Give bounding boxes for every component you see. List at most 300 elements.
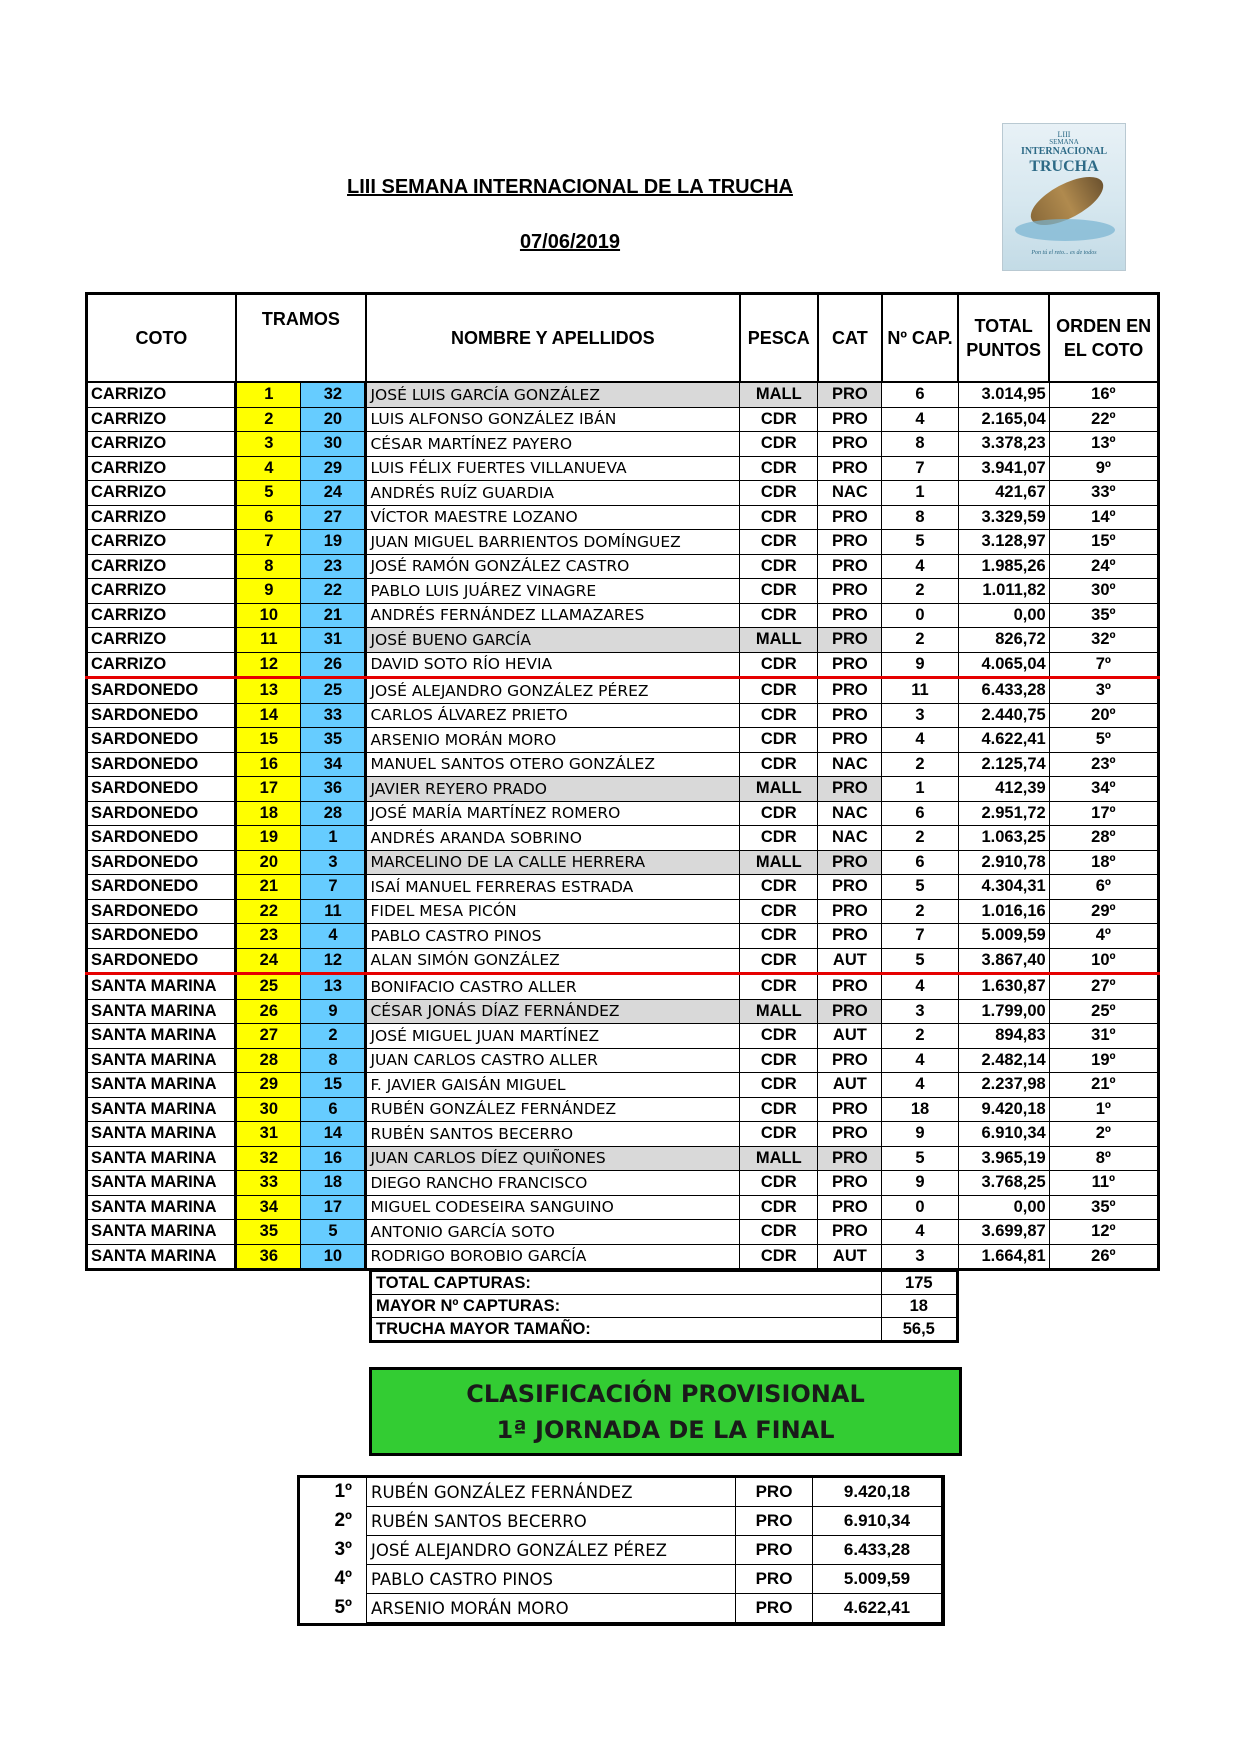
points-cell: 4.065,04 bbox=[958, 652, 1049, 678]
table-row bbox=[87, 1146, 1159, 1171]
cat-cell: PRO bbox=[818, 1195, 882, 1220]
cat-cell: PRO bbox=[818, 850, 882, 875]
tramo-1-cell: 25 bbox=[236, 974, 301, 1000]
name-cell: JOSÉ ALEJANDRO GONZÁLEZ PÉREZ bbox=[366, 678, 740, 704]
cat-cell: PRO bbox=[818, 974, 882, 1000]
cat-cell: PRO bbox=[818, 579, 882, 604]
tramo-2-cell: 2 bbox=[301, 1024, 366, 1049]
table-row bbox=[87, 1244, 1159, 1270]
table-row bbox=[87, 1122, 1159, 1147]
cat-cell: PRO bbox=[818, 530, 882, 555]
order-cell: 22º bbox=[1049, 407, 1158, 432]
name-cell: PABLO LUIS JUÁREZ VINAGRE bbox=[366, 579, 740, 604]
table-row bbox=[87, 603, 1159, 628]
totals-label: TOTAL CAPTURAS: bbox=[371, 1271, 882, 1295]
points-cell: 1.630,87 bbox=[958, 974, 1049, 1000]
points-cell: 2.440,75 bbox=[958, 703, 1049, 728]
pesca-cell: CDR bbox=[740, 1048, 818, 1073]
points-cell: 3.128,97 bbox=[958, 530, 1049, 555]
tramo-1-cell: 32 bbox=[236, 1146, 301, 1171]
captures-cell: 6 bbox=[882, 850, 958, 875]
cat-cell: NAC bbox=[818, 801, 882, 826]
cat-cell: PRO bbox=[818, 1171, 882, 1196]
tramo-1-cell: 23 bbox=[236, 924, 301, 949]
name-cell: ARSENIO MORÁN MORO bbox=[366, 728, 740, 753]
tramo-1-cell: 26 bbox=[236, 999, 301, 1024]
page-title: LIII SEMANA INTERNACIONAL DE LA TRUCHA bbox=[347, 176, 793, 198]
pesca-cell: CDR bbox=[740, 652, 818, 678]
captures-cell: 0 bbox=[882, 603, 958, 628]
cat-cell: PRO bbox=[818, 407, 882, 432]
poster-slogan: Pon tú el reto... es de todos bbox=[1031, 250, 1097, 256]
cat-cell: PRO bbox=[818, 1122, 882, 1147]
table-row bbox=[87, 432, 1159, 457]
name-cell: RUBÉN GONZÁLEZ FERNÁNDEZ bbox=[366, 1097, 740, 1122]
captures-cell: 4 bbox=[882, 1220, 958, 1245]
name-cell: ALAN SIMÓN GONZÁLEZ bbox=[366, 948, 740, 974]
points-cell: 1.063,25 bbox=[958, 826, 1049, 851]
table-row bbox=[87, 530, 1159, 555]
captures-cell: 4 bbox=[882, 974, 958, 1000]
captures-cell: 6 bbox=[882, 801, 958, 826]
table-row bbox=[87, 875, 1159, 900]
name-cell: LUIS ALFONSO GONZÁLEZ IBÁN bbox=[366, 407, 740, 432]
captures-cell: 6 bbox=[882, 382, 958, 407]
cat-cell: PRO bbox=[818, 1048, 882, 1073]
order-cell: 3º bbox=[1049, 678, 1158, 704]
points-cell: 9.420,18 bbox=[958, 1097, 1049, 1122]
tramo-2-cell: 25 bbox=[301, 678, 366, 704]
pesca-cell: CDR bbox=[740, 1024, 818, 1049]
cat-cell: NAC bbox=[818, 826, 882, 851]
pesca-cell: CDR bbox=[740, 728, 818, 753]
tramo-1-cell: 9 bbox=[236, 579, 301, 604]
name-cell: RODRIGO BOROBIO GARCÍA bbox=[366, 1244, 740, 1270]
name-cell: F. JAVIER GAISÁN MIGUEL bbox=[366, 1073, 740, 1098]
order-cell: 14º bbox=[1049, 505, 1158, 530]
tramo-2-cell: 29 bbox=[301, 456, 366, 481]
tramo-2-cell: 5 bbox=[301, 1220, 366, 1245]
table-row bbox=[87, 456, 1159, 481]
cat-cell: PRO bbox=[818, 628, 882, 653]
tramo-1-cell: 16 bbox=[236, 752, 301, 777]
points-cell: 0,00 bbox=[958, 1195, 1049, 1220]
name-cell: ANDRÉS ARANDA SOBRINO bbox=[366, 826, 740, 851]
coto-cell: CARRIZO bbox=[87, 456, 236, 481]
tramo-1-cell: 13 bbox=[236, 678, 301, 704]
captures-cell: 5 bbox=[882, 948, 958, 974]
header-cap: Nº CAP. bbox=[882, 294, 958, 383]
coto-cell: SANTA MARINA bbox=[87, 1097, 236, 1122]
captures-cell: 3 bbox=[882, 999, 958, 1024]
pesca-cell: CDR bbox=[740, 554, 818, 579]
coto-cell: SARDONEDO bbox=[87, 777, 236, 802]
tramo-1-cell: 34 bbox=[236, 1195, 301, 1220]
header-cat: CAT bbox=[818, 294, 882, 383]
pesca-cell: CDR bbox=[740, 752, 818, 777]
tramo-2-cell: 24 bbox=[301, 481, 366, 506]
cat-cell: AUT bbox=[818, 1073, 882, 1098]
ranking-position: 2º bbox=[334, 1510, 352, 1531]
cat-cell: PRO bbox=[818, 1146, 882, 1171]
captures-cell: 8 bbox=[882, 505, 958, 530]
tramo-2-cell: 22 bbox=[301, 579, 366, 604]
tramo-1-cell: 31 bbox=[236, 1122, 301, 1147]
tramo-2-cell: 9 bbox=[301, 999, 366, 1024]
tramo-1-cell: 12 bbox=[236, 652, 301, 678]
order-cell: 27º bbox=[1049, 974, 1158, 1000]
cat-cell: PRO bbox=[818, 999, 882, 1024]
table-row bbox=[87, 1171, 1159, 1196]
name-cell: JUAN MIGUEL BARRIENTOS DOMÍNGUEZ bbox=[366, 530, 740, 555]
table-header-row bbox=[87, 294, 1159, 383]
totals-label: MAYOR Nº CAPTURAS: bbox=[371, 1295, 882, 1318]
name-cell: VÍCTOR MAESTRE LOZANO bbox=[366, 505, 740, 530]
points-cell: 3.941,07 bbox=[958, 456, 1049, 481]
name-cell: JOSÉ RAMÓN GONZÁLEZ CASTRO bbox=[366, 554, 740, 579]
pesca-cell: CDR bbox=[740, 432, 818, 457]
order-cell: 29º bbox=[1049, 899, 1158, 924]
pesca-cell: MALL bbox=[740, 1146, 818, 1171]
coto-cell: SANTA MARINA bbox=[87, 1073, 236, 1098]
pesca-cell: CDR bbox=[740, 1195, 818, 1220]
coto-cell: SANTA MARINA bbox=[87, 1195, 236, 1220]
coto-cell: SANTA MARINA bbox=[87, 1048, 236, 1073]
order-cell: 21º bbox=[1049, 1073, 1158, 1098]
captures-cell: 2 bbox=[882, 1024, 958, 1049]
points-cell: 2.910,78 bbox=[958, 850, 1049, 875]
name-cell: ANDRÉS RUÍZ GUARDIA bbox=[366, 481, 740, 506]
cat-cell: AUT bbox=[818, 948, 882, 974]
name-cell: JOSÉ MIGUEL JUAN MARTÍNEZ bbox=[366, 1024, 740, 1049]
pesca-cell: CDR bbox=[740, 1244, 818, 1270]
coto-cell: CARRIZO bbox=[87, 579, 236, 604]
name-cell: PABLO CASTRO PINOS bbox=[366, 924, 740, 949]
ranking-name: JOSÉ ALEJANDRO GONZÁLEZ PÉREZ bbox=[367, 1536, 736, 1565]
points-cell: 0,00 bbox=[958, 603, 1049, 628]
tramo-2-cell: 12 bbox=[301, 948, 366, 974]
tramo-2-cell: 17 bbox=[301, 1195, 366, 1220]
points-cell: 1.799,00 bbox=[958, 999, 1049, 1024]
table-row bbox=[87, 382, 1159, 407]
coto-cell: CARRIZO bbox=[87, 603, 236, 628]
points-cell: 1.664,81 bbox=[958, 1244, 1049, 1270]
ranking-position: 5º bbox=[334, 1597, 352, 1618]
tramo-1-cell: 11 bbox=[236, 628, 301, 653]
results-body bbox=[87, 382, 1159, 1270]
coto-cell: CARRIZO bbox=[87, 554, 236, 579]
order-cell: 15º bbox=[1049, 530, 1158, 555]
coto-cell: CARRIZO bbox=[87, 505, 236, 530]
pesca-cell: CDR bbox=[740, 801, 818, 826]
ranking-position: 1º bbox=[334, 1481, 352, 1502]
pesca-cell: CDR bbox=[740, 1073, 818, 1098]
cat-cell: PRO bbox=[818, 505, 882, 530]
points-cell: 412,39 bbox=[958, 777, 1049, 802]
pesca-cell: CDR bbox=[740, 924, 818, 949]
tramo-2-cell: 21 bbox=[301, 603, 366, 628]
order-cell: 32º bbox=[1049, 628, 1158, 653]
order-cell: 34º bbox=[1049, 777, 1158, 802]
poster-line3: INTERNACIONAL bbox=[1020, 146, 1108, 157]
name-cell: MARCELINO DE LA CALLE HERRERA bbox=[366, 850, 740, 875]
cat-cell: PRO bbox=[818, 1220, 882, 1245]
points-cell: 4.304,31 bbox=[958, 875, 1049, 900]
points-cell: 3.768,25 bbox=[958, 1171, 1049, 1196]
name-cell: CARLOS ÁLVAREZ PRIETO bbox=[366, 703, 740, 728]
tramo-1-cell: 4 bbox=[236, 456, 301, 481]
tramo-2-cell: 10 bbox=[301, 1244, 366, 1270]
classification-subtitle: 1ª JORNADA DE LA FINAL bbox=[496, 1416, 835, 1444]
table-row bbox=[87, 924, 1159, 949]
table-row bbox=[87, 1195, 1159, 1220]
ranking-points: 5.009,59 bbox=[813, 1565, 942, 1594]
order-cell: 1º bbox=[1049, 1097, 1158, 1122]
pesca-cell: CDR bbox=[740, 1171, 818, 1196]
coto-cell: SANTA MARINA bbox=[87, 999, 236, 1024]
header-puntos: TOTAL PUNTOS bbox=[958, 294, 1049, 383]
points-cell: 6.910,34 bbox=[958, 1122, 1049, 1147]
ranking-points: 6.433,28 bbox=[813, 1536, 942, 1565]
cat-cell: PRO bbox=[818, 1097, 882, 1122]
tramo-2-cell: 28 bbox=[301, 801, 366, 826]
table-row bbox=[87, 801, 1159, 826]
tramo-2-cell: 11 bbox=[301, 899, 366, 924]
tramo-2-cell: 14 bbox=[301, 1122, 366, 1147]
coto-cell: SANTA MARINA bbox=[87, 1024, 236, 1049]
captures-cell: 4 bbox=[882, 1073, 958, 1098]
coto-cell: SARDONEDO bbox=[87, 875, 236, 900]
tramo-1-cell: 30 bbox=[236, 1097, 301, 1122]
coto-cell: CARRIZO bbox=[87, 628, 236, 653]
pesca-cell: CDR bbox=[740, 1097, 818, 1122]
captures-cell: 2 bbox=[882, 579, 958, 604]
points-cell: 3.329,59 bbox=[958, 505, 1049, 530]
captures-cell: 1 bbox=[882, 777, 958, 802]
name-cell: CÉSAR MARTÍNEZ PAYERO bbox=[366, 432, 740, 457]
tramo-2-cell: 27 bbox=[301, 505, 366, 530]
captures-cell: 8 bbox=[882, 432, 958, 457]
name-cell: DAVID SOTO RÍO HEVIA bbox=[366, 652, 740, 678]
captures-cell: 11 bbox=[882, 678, 958, 704]
coto-cell: CARRIZO bbox=[87, 481, 236, 506]
tramo-1-cell: 15 bbox=[236, 728, 301, 753]
pesca-cell: CDR bbox=[740, 826, 818, 851]
points-cell: 826,72 bbox=[958, 628, 1049, 653]
coto-cell: SANTA MARINA bbox=[87, 974, 236, 1000]
tramo-2-cell: 15 bbox=[301, 1073, 366, 1098]
order-cell: 2º bbox=[1049, 1122, 1158, 1147]
cat-cell: PRO bbox=[818, 603, 882, 628]
coto-cell: CARRIZO bbox=[87, 432, 236, 457]
table-row bbox=[87, 678, 1159, 704]
coto-cell: SARDONEDO bbox=[87, 899, 236, 924]
event-date: 07/06/2019 bbox=[519, 231, 621, 253]
ranking-name: PABLO CASTRO PINOS bbox=[367, 1565, 736, 1594]
ranking-row bbox=[300, 1565, 942, 1594]
points-cell: 1.985,26 bbox=[958, 554, 1049, 579]
cat-cell: AUT bbox=[818, 1244, 882, 1270]
water-splash-icon bbox=[1015, 219, 1115, 241]
pesca-cell: MALL bbox=[740, 850, 818, 875]
cat-cell: PRO bbox=[818, 678, 882, 704]
tramo-1-cell: 2 bbox=[236, 407, 301, 432]
tramo-1-cell: 27 bbox=[236, 1024, 301, 1049]
order-cell: 17º bbox=[1049, 801, 1158, 826]
tramo-1-cell: 10 bbox=[236, 603, 301, 628]
order-cell: 26º bbox=[1049, 1244, 1158, 1270]
captures-cell: 5 bbox=[882, 530, 958, 555]
ranking-category: PRO bbox=[736, 1478, 813, 1507]
coto-cell: SANTA MARINA bbox=[87, 1122, 236, 1147]
captures-cell: 3 bbox=[882, 1244, 958, 1270]
coto-cell: CARRIZO bbox=[87, 530, 236, 555]
pesca-cell: CDR bbox=[740, 407, 818, 432]
points-cell: 2.125,74 bbox=[958, 752, 1049, 777]
points-cell: 894,83 bbox=[958, 1024, 1049, 1049]
ranking-row bbox=[300, 1536, 942, 1565]
tramo-2-cell: 32 bbox=[301, 382, 366, 407]
pesca-cell: CDR bbox=[740, 505, 818, 530]
tramo-2-cell: 13 bbox=[301, 974, 366, 1000]
totals-label: TRUCHA MAYOR TAMAÑO: bbox=[371, 1318, 882, 1342]
captures-cell: 7 bbox=[882, 456, 958, 481]
points-cell: 2.165,04 bbox=[958, 407, 1049, 432]
table-row bbox=[87, 703, 1159, 728]
order-cell: 33º bbox=[1049, 481, 1158, 506]
results-table bbox=[85, 292, 1160, 1271]
captures-cell: 2 bbox=[882, 752, 958, 777]
header-orden: ORDEN EN EL COTO bbox=[1049, 294, 1158, 383]
points-cell: 4.622,41 bbox=[958, 728, 1049, 753]
table-row bbox=[87, 752, 1159, 777]
ranking-points: 4.622,41 bbox=[813, 1594, 942, 1623]
ranking-name: ARSENIO MORÁN MORO bbox=[367, 1594, 736, 1623]
table-row bbox=[87, 1048, 1159, 1073]
ranking-row bbox=[300, 1507, 942, 1536]
ranking-name: RUBÉN SANTOS BECERRO bbox=[367, 1507, 736, 1536]
ranking-category: PRO bbox=[736, 1594, 813, 1623]
points-cell: 6.433,28 bbox=[958, 678, 1049, 704]
tramo-1-cell: 33 bbox=[236, 1171, 301, 1196]
name-cell: JUAN CARLOS DÍEZ QUIÑONES bbox=[366, 1146, 740, 1171]
order-cell: 20º bbox=[1049, 703, 1158, 728]
totals-row bbox=[371, 1295, 958, 1318]
table-row bbox=[87, 1024, 1159, 1049]
captures-cell: 9 bbox=[882, 1122, 958, 1147]
tramo-2-cell: 34 bbox=[301, 752, 366, 777]
poster-line4: TRUCHA bbox=[1029, 158, 1099, 175]
name-cell: ANDRÉS FERNÁNDEZ LLAMAZARES bbox=[366, 603, 740, 628]
pesca-cell: MALL bbox=[740, 777, 818, 802]
coto-cell: SANTA MARINA bbox=[87, 1244, 236, 1270]
cat-cell: PRO bbox=[818, 382, 882, 407]
coto-cell: SARDONEDO bbox=[87, 924, 236, 949]
name-cell: CÉSAR JONÁS DÍAZ FERNÁNDEZ bbox=[366, 999, 740, 1024]
table-row bbox=[87, 481, 1159, 506]
points-cell: 3.014,95 bbox=[958, 382, 1049, 407]
ranking-name: RUBÉN GONZÁLEZ FERNÁNDEZ bbox=[367, 1478, 736, 1507]
tramo-1-cell: 36 bbox=[236, 1244, 301, 1270]
order-cell: 31º bbox=[1049, 1024, 1158, 1049]
name-cell: JOSÉ MARÍA MARTÍNEZ ROMERO bbox=[366, 801, 740, 826]
name-cell: DIEGO RANCHO FRANCISCO bbox=[366, 1171, 740, 1196]
cat-cell: PRO bbox=[818, 432, 882, 457]
totals-value: 56,5 bbox=[881, 1318, 957, 1342]
captures-cell: 3 bbox=[882, 703, 958, 728]
ranking-category: PRO bbox=[736, 1565, 813, 1594]
tramo-2-cell: 26 bbox=[301, 652, 366, 678]
tramo-2-cell: 36 bbox=[301, 777, 366, 802]
pesca-cell: MALL bbox=[740, 628, 818, 653]
coto-cell: SARDONEDO bbox=[87, 948, 236, 974]
table-row bbox=[87, 1073, 1159, 1098]
name-cell: LUIS FÉLIX FUERTES VILLANUEVA bbox=[366, 456, 740, 481]
order-cell: 23º bbox=[1049, 752, 1158, 777]
ranking-position: 4º bbox=[334, 1568, 352, 1589]
ranking-row bbox=[300, 1594, 942, 1623]
coto-cell: CARRIZO bbox=[87, 407, 236, 432]
name-cell: MANUEL SANTOS OTERO GONZÁLEZ bbox=[366, 752, 740, 777]
name-cell: JUAN CARLOS CASTRO ALLER bbox=[366, 1048, 740, 1073]
cat-cell: PRO bbox=[818, 728, 882, 753]
ranking-category: PRO bbox=[736, 1507, 813, 1536]
captures-cell: 4 bbox=[882, 554, 958, 579]
pesca-cell: CDR bbox=[740, 481, 818, 506]
tramo-2-cell: 1 bbox=[301, 826, 366, 851]
table-row bbox=[87, 899, 1159, 924]
captures-cell: 7 bbox=[882, 924, 958, 949]
totals-row bbox=[371, 1318, 958, 1342]
order-cell: 16º bbox=[1049, 382, 1158, 407]
tramo-1-cell: 17 bbox=[236, 777, 301, 802]
table-row bbox=[87, 999, 1159, 1024]
totals-row bbox=[371, 1271, 958, 1295]
classification-banner bbox=[369, 1367, 962, 1456]
table-row bbox=[87, 628, 1159, 653]
ranking-position: 3º bbox=[334, 1539, 352, 1560]
points-cell: 3.965,19 bbox=[958, 1146, 1049, 1171]
cat-cell: PRO bbox=[818, 777, 882, 802]
table-row bbox=[87, 505, 1159, 530]
tramo-2-cell: 8 bbox=[301, 1048, 366, 1073]
tramo-2-cell: 35 bbox=[301, 728, 366, 753]
tramo-1-cell: 14 bbox=[236, 703, 301, 728]
tramo-2-cell: 7 bbox=[301, 875, 366, 900]
table-row bbox=[87, 777, 1159, 802]
order-cell: 8º bbox=[1049, 1146, 1158, 1171]
captures-cell: 4 bbox=[882, 728, 958, 753]
tramo-2-cell: 19 bbox=[301, 530, 366, 555]
pesca-cell: CDR bbox=[740, 678, 818, 704]
coto-cell: CARRIZO bbox=[87, 652, 236, 678]
name-cell: RUBÉN SANTOS BECERRO bbox=[366, 1122, 740, 1147]
pesca-cell: CDR bbox=[740, 974, 818, 1000]
tramo-1-cell: 20 bbox=[236, 850, 301, 875]
cat-cell: PRO bbox=[818, 899, 882, 924]
order-cell: 35º bbox=[1049, 603, 1158, 628]
table-row bbox=[87, 728, 1159, 753]
order-cell: 11º bbox=[1049, 1171, 1158, 1196]
name-cell: BONIFACIO CASTRO ALLER bbox=[366, 974, 740, 1000]
table-row bbox=[87, 948, 1159, 974]
order-cell: 9º bbox=[1049, 456, 1158, 481]
captures-cell: 2 bbox=[882, 628, 958, 653]
tramo-2-cell: 30 bbox=[301, 432, 366, 457]
poster-line2: SEMANA bbox=[1049, 138, 1079, 146]
order-cell: 35º bbox=[1049, 1195, 1158, 1220]
points-cell: 5.009,59 bbox=[958, 924, 1049, 949]
